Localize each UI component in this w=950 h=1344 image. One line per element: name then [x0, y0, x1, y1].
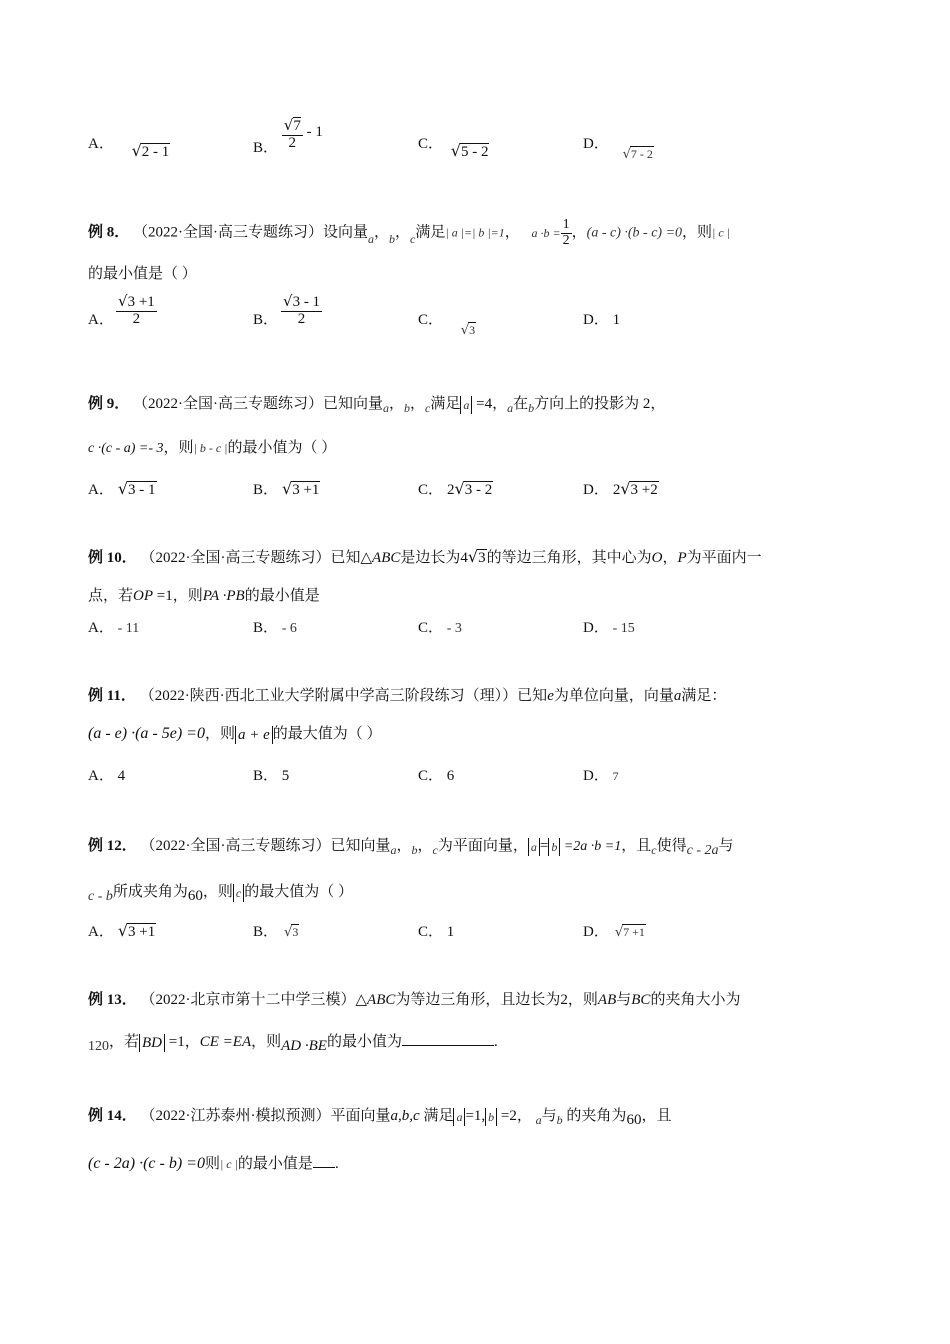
text: ，则 [682, 224, 713, 241]
condition-expr: =2a ·b =1 [560, 839, 622, 854]
option-c [418, 920, 454, 941]
fraction-denominator: 2 [297, 310, 306, 327]
abs-condition: | a |=| b |=1 [445, 225, 505, 240]
abs-b: b [548, 838, 560, 856]
option-value: 1 [446, 924, 455, 940]
text: =1 [153, 588, 173, 604]
text: ，则 [567, 992, 598, 1008]
option-value: 1 [612, 312, 621, 328]
text: 为平面向量， [437, 838, 528, 854]
option-letter: B． [253, 482, 279, 498]
option-a-value: $\frac{√3 +1}{2}$ [118, 292, 155, 327]
text: ，则 [202, 884, 233, 900]
fraction: $\frac{√7}{2}$ [283, 116, 301, 151]
option-c [418, 308, 476, 338]
question-text: 的最小值是 [237, 1156, 313, 1172]
text: 与 [541, 1108, 557, 1124]
example-source: （2022·北京市第十二中学三模） [140, 992, 356, 1008]
example-8-line-2 [88, 262, 197, 283]
option-letter: B． [253, 924, 279, 940]
option-c [418, 132, 489, 160]
abs-bd: BD [139, 1034, 165, 1052]
option-value: 5 - 2 [460, 144, 489, 160]
point-o: O [651, 550, 663, 566]
option-letter: C． [418, 924, 444, 940]
fraction-numerator: 7 [293, 118, 301, 134]
option-value: 3 +1 [128, 924, 156, 940]
text: 与 [616, 992, 632, 1008]
coefficient: 2 [612, 482, 621, 498]
option-value: - 3 [446, 621, 462, 636]
option-letter: D． [583, 768, 609, 784]
option-letter: C． [418, 312, 444, 328]
vector-ce-ea: CE =EA [199, 1034, 252, 1050]
option-letter: D． [583, 312, 609, 328]
separator: ， [516, 1108, 532, 1124]
option-letter: B． [253, 620, 279, 636]
vector-b: b [556, 1113, 563, 1127]
option-b [253, 764, 289, 785]
text: =2 [497, 1108, 517, 1124]
condition-expr: c ·(c - a) =- 3 [88, 441, 164, 456]
answer-blank[interactable] [313, 1167, 335, 1168]
option-d [583, 764, 619, 785]
text: 所成夹角为 [112, 884, 188, 900]
abs-c: | c | [219, 1157, 238, 1171]
option-b [253, 616, 297, 637]
option-d [583, 308, 620, 329]
condition-expr: (c - 2a) ·(c - b) =0 [88, 1155, 205, 1172]
option-value: - 11 [117, 621, 140, 636]
vector-b: b [389, 231, 396, 246]
text: 的夹角大小为 [650, 992, 741, 1008]
option-a [88, 132, 170, 160]
option-value: 7 - 2 [630, 147, 653, 161]
option-value: 7 [612, 769, 619, 783]
option-letter: A． [88, 924, 114, 940]
abs-a: a [453, 1108, 465, 1126]
option-letter: B． [253, 140, 279, 157]
option-a: A． √3 - 1 [88, 479, 156, 498]
option-a [88, 308, 114, 329]
option-b: B． √3 +1 [253, 479, 320, 498]
vector-b: b [528, 401, 535, 415]
option-value: 3 - 1 [128, 482, 156, 498]
text: 与 [718, 838, 734, 854]
text: 为平面内一 [686, 550, 762, 566]
vector-e: e [547, 688, 554, 704]
text: =1, [465, 1108, 486, 1124]
separator: ， [374, 224, 390, 241]
example-10-line-1: 例 10． （2022·全国·高三专题练习）已知△ABC是边长为4√3的等边三角形，其中心为O，P为平面内一 [88, 547, 762, 566]
vector-a: a [368, 231, 375, 246]
question-text: 的最小值为 [326, 1034, 402, 1050]
option-letter: D． [583, 482, 609, 498]
option-c [418, 616, 462, 637]
example-10-line-2 [88, 584, 320, 605]
separator: ， [504, 224, 520, 241]
example-source: （2022·江苏泰州·模拟预测）平面向量 [140, 1108, 391, 1124]
separator: ， [184, 1034, 200, 1050]
text: ，则 [204, 726, 235, 742]
option-letter: A． [88, 136, 114, 152]
text: 在 [513, 396, 529, 412]
text: 满足： [681, 688, 727, 704]
text: ，且 [621, 838, 652, 854]
option-d: D． √7 +1 [583, 924, 645, 940]
option-value: - 15 [612, 621, 635, 636]
radicand: 3 [478, 550, 486, 566]
example-14-line-1 [88, 1104, 671, 1126]
text: 满足 [415, 224, 446, 241]
fraction-numerator: 1 [562, 217, 570, 232]
abs-b: b [485, 1108, 497, 1126]
text: 的夹角为 [566, 1108, 627, 1124]
option-value: 3 - 2 [464, 482, 493, 498]
option-b: B． √3 [253, 924, 299, 940]
expr-c-minus-2a: c - 2a [686, 843, 719, 858]
example-label: 例 11． [88, 688, 136, 704]
text: ，且 [641, 1108, 672, 1124]
example-source: （2022·全国·高三专题练习）已知向量 [140, 838, 391, 854]
example-9-line-1: 例 9． （2022·全国·高三专题练习）已知向量$_a$，$_b$，$_c$满足 a =4，$_a$在$_b$方向上的投影为 2， [88, 396, 666, 415]
option-letter: C． [418, 620, 444, 636]
condition-expr: (a - e) ·(a - 5e) =0 [88, 725, 205, 742]
fraction-numerator: 3 +1 [127, 294, 155, 310]
example-11-line-2 [88, 722, 382, 744]
vector-c: c [432, 843, 438, 857]
text: 点，若 [88, 588, 134, 604]
vector-bc: BC [631, 992, 651, 1008]
option-d [583, 132, 654, 162]
example-label: 例 12． [88, 838, 137, 854]
option-b [253, 308, 278, 329]
option-value: 7 +1 [623, 925, 645, 939]
text: 满足 [423, 1108, 454, 1124]
text: ，则 [172, 588, 203, 604]
option-letter: C． [418, 136, 444, 152]
text: ，则 [251, 1034, 282, 1050]
expr-c-minus-b: c - b [88, 889, 113, 904]
vectors-abc: a,b,c [390, 1108, 420, 1124]
text: ，则 [163, 440, 194, 456]
example-12-line-1: 例 12． （2022·全国·高三专题练习）已知向量$_a$，$_b$，$_c$为平面向量， a = b =2a ·b =1，且$_c$使得c - 2a与 [88, 838, 734, 858]
triangle-abc: △ABC [355, 992, 396, 1008]
option-letter: A． [88, 312, 114, 328]
option-value: 3 [469, 323, 476, 337]
abs-c: c [233, 884, 244, 902]
vector-op: OP [133, 588, 154, 604]
fraction-denominator: 2 [288, 134, 297, 151]
option-c [418, 764, 454, 785]
vector-c: c [425, 401, 431, 415]
example-source: （2022·全国·高三专题练习）已知向量 [133, 396, 384, 412]
option-d [583, 616, 635, 637]
coefficient: 4 [460, 550, 468, 566]
text: ，若 [109, 1034, 140, 1050]
vector-ab: AB [597, 992, 617, 1008]
text: 为单位向量，向量 [553, 688, 674, 704]
vector-c: c [651, 843, 657, 857]
abs-a: a [528, 838, 540, 856]
option-a [88, 764, 125, 785]
question-text: 的最大值为（ ） [244, 884, 354, 900]
question-text: 的最小值为（ ） [227, 440, 337, 456]
option-letter: A． [88, 620, 114, 636]
example-label: 例 10． [88, 550, 137, 566]
fraction-denominator: 2 [562, 232, 570, 248]
example-label: 例 13． [88, 992, 137, 1008]
example-11-line-1 [88, 684, 726, 705]
example-label: 例 8． [88, 224, 130, 241]
option-b-value: $\frac{√3 - 1}{2}$ [283, 292, 321, 327]
text: 使得 [656, 838, 687, 854]
fraction-numerator: 3 - 1 [292, 294, 321, 310]
abs-c: | c | [712, 225, 730, 240]
example-13-line-1 [88, 988, 740, 1009]
separator: ， [395, 224, 411, 241]
vector-b: b [411, 843, 418, 857]
option-value: 4 [117, 768, 126, 784]
text: 满足 [430, 396, 461, 412]
example-label: 例 14． [88, 1108, 137, 1124]
vector-a: a [673, 688, 682, 704]
dot-product: a ·b = [531, 225, 561, 240]
example-12-line-2 [88, 880, 353, 902]
example-label: 例 9． [88, 396, 130, 412]
text: 方向上的投影为 2， [534, 396, 666, 412]
option-letter: D． [583, 136, 609, 152]
option-value: 5 [281, 768, 290, 784]
vector-a: a [383, 401, 390, 415]
dot-product-pa-pb: PA ·PB [202, 588, 245, 604]
separator: ， [662, 550, 678, 566]
fraction-denominator: 2 [132, 310, 141, 327]
sqrt-expr: √7 - 2 [622, 147, 653, 162]
option-value: - 6 [281, 621, 297, 636]
option-letter: C． [418, 482, 444, 498]
coefficient: 2 [447, 482, 455, 498]
text: 为等边三角形，且边长为 [395, 992, 561, 1008]
vector-b: b [404, 401, 411, 415]
vector-c: c [410, 231, 416, 246]
option-value: 3 +1 [292, 482, 320, 498]
text: . [334, 1156, 339, 1172]
text: 的等边三角形，其中心为 [486, 550, 652, 566]
option-c: C． 2√3 - 2 [418, 479, 493, 498]
question-text: 的最大值为（ ） [272, 726, 382, 742]
option-a: A． √3 +1 [88, 921, 156, 940]
abs-b-minus-c: | b - c | [193, 441, 228, 455]
angle-value: 60 [626, 1112, 642, 1128]
abs-a: a [460, 396, 472, 414]
option-value: 3 [292, 925, 299, 939]
angle-value: 60 [187, 888, 203, 904]
sqrt-expr: √2 - 1 [131, 141, 170, 160]
option-letter: B． [253, 312, 279, 328]
question-text: 的最小值是（ ） [88, 266, 197, 282]
option-letter: D． [583, 924, 609, 940]
example-source: （2022·全国·高三专题练习）设向量 [133, 224, 369, 241]
option-letter: A． [88, 768, 114, 784]
option-letter: D． [583, 620, 609, 636]
example-13-line-2 [88, 1030, 498, 1052]
option-value-tail: - 1 [302, 124, 323, 141]
text: . [493, 1034, 498, 1050]
option-d: D． 2√3 +2 [583, 479, 658, 498]
example-9-line-2 [88, 436, 336, 457]
text: =4 [472, 396, 493, 412]
product-condition: (a - c) ·(b - c) =0 [586, 225, 683, 241]
option-value: 2 - 1 [141, 144, 170, 160]
fraction-half [561, 218, 572, 248]
option-a [88, 616, 139, 637]
triangle-abc: △ABC [360, 550, 401, 566]
sqrt-expr: √5 - 2 [450, 141, 489, 160]
dot-product-ad-be: AD ·BE [281, 1038, 327, 1054]
question-text: 的最小值是 [244, 588, 320, 604]
text: 则 [204, 1156, 220, 1172]
text: 是边长为 [400, 550, 461, 566]
angle-value: 120 [88, 1039, 109, 1054]
text: =1 [165, 1034, 185, 1050]
side-length: 2 [560, 992, 568, 1008]
option-value: 6 [446, 768, 455, 784]
answer-blank[interactable] [402, 1045, 494, 1046]
option-letter: A． [88, 482, 114, 498]
separator: ， [571, 224, 587, 241]
example-source: （2022·陕西·西北工业大学附属中学高三阶段练习（理））已知 [139, 688, 548, 704]
sqrt-expr: √3 [460, 323, 476, 338]
option-letter: C． [418, 768, 444, 784]
vector-a: a [507, 401, 514, 415]
example-source: （2022·全国·高三专题练习）已知 [140, 550, 361, 566]
example-8-line-1 [88, 218, 730, 248]
vector-a: a [535, 1113, 542, 1127]
vector-a: a [390, 843, 397, 857]
abs-a-plus-e: a + e [235, 726, 273, 744]
option-value: 3 +2 [630, 482, 658, 498]
option-letter: B． [253, 768, 279, 784]
option-b [253, 116, 323, 157]
point-p: P [677, 550, 687, 566]
example-14-line-2 [88, 1152, 339, 1173]
